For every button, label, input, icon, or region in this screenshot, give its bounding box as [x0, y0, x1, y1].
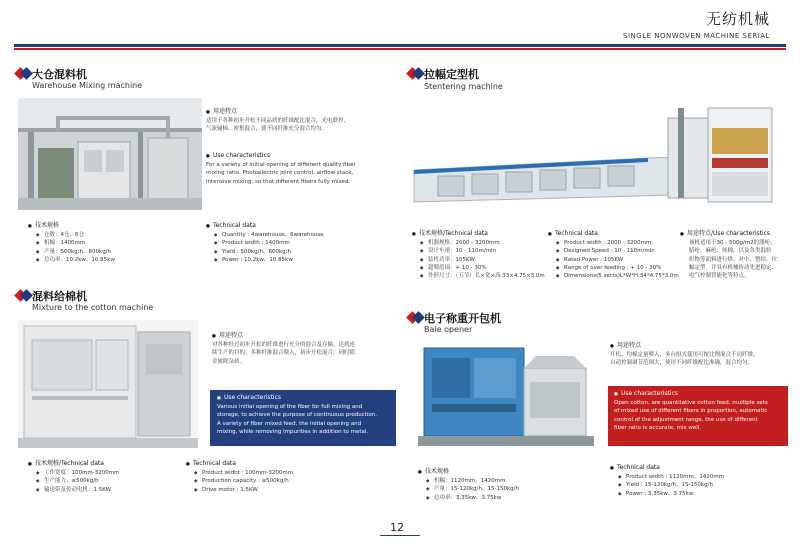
mixing-purpose-cn-heading: ● 用途特点 — [212, 332, 402, 341]
bale-spec-cn — [418, 468, 588, 502]
warehouse-title-en: Warehouse Mixing machine — [32, 81, 143, 90]
warehouse-spec-en-heading: ● Technical data — [206, 222, 396, 231]
stenter-spec-cn-item: ◆ 装机功率：105KW — [420, 256, 552, 264]
warehouse-spec-cn-item: ◆ 机幅：1400mm — [36, 239, 198, 247]
mixing-purpose-cn-line: 续生产的目的。多种纤维混合喂入，初步开松混合，同时除 — [212, 350, 356, 357]
warehouse-purpose-en-line: For a variety of initial opening of different quality fiber — [206, 162, 356, 169]
warehouse-spec-cn — [28, 222, 198, 264]
bale-title-cn: 电子称重开包机 — [424, 312, 501, 325]
bale-purpose-en-line: of mixed use of different fibers in proportion, automatic — [614, 408, 768, 415]
mixing-machine-photo — [18, 320, 198, 448]
bale-purpose-cn-heading: ● 用途特点 — [610, 342, 790, 351]
stenter-use-line: 腈纶、麻纶、纯棉、以及各类混纺 — [689, 248, 772, 255]
warehouse-purpose-en-line: intensive mixing, so that different fibers fully mixed. — [206, 178, 351, 185]
bale-purpose-en-line: fiber ratio is accurate, mix well. — [614, 424, 702, 431]
bale-purpose-cn-line: 自动控制调节范围大，使用不同纤维配比准确，混合均匀。 — [610, 360, 754, 367]
mixing-spec-cn-heading: ● 技术规格/Technical data — [28, 460, 198, 469]
bale-purpose-cn-line: 开松、均棉定量喂入，多台组式使用可按比例混合不同纤维， — [610, 352, 759, 359]
mixing-spec-en-item: ◆ Product widht : 100mm-3200mm — [194, 469, 376, 477]
section-marker-icon — [16, 68, 30, 78]
stenter-spec-en-item: ◆ Dimensions(5 sects)L*W*H 34*4.75*3.0m — [556, 272, 676, 280]
stenter-spec-en-heading: ● Technical data — [548, 230, 676, 239]
bale-purpose-en-heading: ● Use characteristics — [614, 390, 788, 399]
bale-spec-en-item: ◆ Yield : 15-120kg/h、15-150kg/h — [618, 481, 790, 489]
stenter-spec-en-item: ◆ Range of over feeding : + 10 - 30% — [556, 264, 676, 272]
stenter-machine-photo — [408, 98, 780, 218]
mixing-purpose-en-line: storage, to achieve the purpose of continuous production. — [217, 412, 378, 419]
mixing-purpose-en-line: mixing, while removing impurities in addition to metal. — [217, 428, 369, 435]
warehouse-purpose-cn-line: 适用于各种初步开松不同品质的纤维配比混合，光电联控、 — [206, 118, 350, 125]
mixing-spec-en — [186, 460, 376, 494]
warehouse-spec-en-item: ◆ Product width : 1400mm — [214, 239, 396, 247]
warehouse-purpose-en-heading: ● Use characteristics — [206, 152, 396, 161]
warehouse-machine-photo — [18, 98, 202, 210]
stenter-use-line: 幅定型。并具有机械传动先进稳定、 — [689, 264, 778, 271]
warehouse-spec-cn-heading: ● 技术规格 — [28, 222, 198, 231]
mixing-spec-cn — [28, 460, 198, 494]
mixing-spec-en-heading: ● Technical data — [186, 460, 376, 469]
mixing-purpose-en-box — [210, 390, 396, 446]
stenter-spec-cn-item: ◆ 机器规格：2000 - 3200mm — [420, 239, 552, 247]
bale-spec-en — [610, 464, 790, 498]
mixing-spec-cn-item: ◆ 输送带及传动电机：1.5KW — [36, 486, 198, 494]
stenter-spec-en-item: ◆ Rated Power : 105KW — [556, 256, 676, 264]
mixing-purpose-en-line: Various initial opening of the fiber for full mixing and — [217, 404, 363, 411]
warehouse-purpose-en-line: mixing ratio. Photoelectric joint control, airflow stack, — [206, 170, 354, 177]
bale-spec-cn-item: ◆ 机幅：1120mm、1420mm — [426, 477, 588, 485]
warehouse-purpose-en — [206, 152, 396, 186]
mixing-title-en: Mixture to the cotton machine — [32, 303, 154, 312]
stenter-spec-en-item: ◆ Product width : 2000 - 3200mm — [556, 239, 676, 247]
warehouse-purpose-cn-line: 气流输棉、密集混合，使不同纤维充分混合均匀。 — [206, 126, 328, 133]
bale-purpose-en-line: Open cotton, are quantitative cotton feed, multiple sets — [614, 400, 768, 407]
mixing-purpose-en-heading: ● Use characteristics — [217, 394, 396, 403]
stenter-use-line: 该机适用于30 - 500g/m2的涤纶、 — [689, 240, 776, 247]
stenter-spec-cn-item: ◆ 超喂范围：+ 10 - 30% — [420, 264, 552, 272]
stenter-title-cn: 拉幅定型机 — [424, 68, 479, 81]
stenter-spec-en-item: ◆ Designed Speed : 10 - 110m/min — [556, 247, 676, 255]
warehouse-title-cn: 大仓混料机 — [32, 68, 87, 81]
page-number-underline — [380, 535, 420, 536]
warehouse-purpose-cn-heading: ● 用途特点 — [206, 108, 396, 117]
bale-spec-cn-item: ◆ 总功率：3.35kw、3.75kw — [426, 494, 588, 502]
bale-purpose-en-box — [608, 386, 788, 446]
stenter-spec-cn-item: ◆ 外形尺寸：（五节）长×宽×高 33×4.75×3.0m — [420, 272, 552, 280]
header-divider-red — [14, 48, 786, 50]
bale-opener-photo — [414, 338, 602, 458]
warehouse-spec-cn-item: ◆ 产量：500kg/h、600kg/h — [36, 248, 198, 256]
page-header-subtitle: SINGLE NONWOVEN MACHINE SERIAL — [623, 32, 770, 40]
mixing-spec-cn-item: ◆ 生产能力：≤500kg/h — [36, 477, 198, 485]
stenter-spec-cn — [412, 230, 552, 280]
warehouse-spec-en — [206, 222, 396, 264]
stenter-use-heading: ● 用途特点/Use characteristics — [680, 230, 790, 239]
stenter-spec-cn-item: ◆ 设计车速：10 - 110m/min — [420, 247, 552, 255]
warehouse-spec-cn-item: ◆ 总功率：10.2kw、10.85kw — [36, 256, 198, 264]
page-header-title: 无纺机械 — [705, 10, 770, 28]
header-divider-blue — [14, 44, 786, 47]
warehouse-spec-en-item: ◆ Power : 10.2kw、10.85kw — [214, 256, 396, 264]
mixing-purpose-cn-line: 对各种经过初步开松的纤维进行充分的混合及存储，达到连 — [212, 342, 356, 349]
warehouse-purpose-cn — [206, 108, 396, 134]
mixing-title-cn: 混料给棉机 — [32, 290, 87, 303]
page-number: 12 — [390, 521, 404, 534]
bale-purpose-cn — [610, 342, 790, 368]
stenter-title-en: Stentering machine — [424, 82, 503, 91]
bale-spec-en-item: ◆ Power : 3.35kw、3.75kw — [618, 490, 790, 498]
stenter-spec-en — [548, 230, 679, 280]
mixing-purpose-en-line: A variety of fiber mixed feed, the initial opening and — [217, 420, 362, 427]
section-marker-icon — [16, 290, 30, 300]
bale-spec-cn-heading: ● 技术规格 — [418, 468, 588, 477]
warehouse-spec-cn-item: ◆ 仓数：4仓、6仓 — [36, 231, 198, 239]
mixing-spec-en-item: ◆ Drive motor : 1.5KW — [194, 486, 376, 494]
stenter-use-line: 电气控制智能化等特点。 — [689, 273, 750, 280]
warehouse-spec-en-item: ◆ Yield : 500kg/h、600kg/h — [214, 248, 396, 256]
bale-title-en: Bale opener — [424, 325, 473, 334]
stenter-use-line: 织物等面料进行烘、对中、整纬、拉 — [689, 256, 778, 263]
mixing-spec-cn-item: ◆ 工作宽度：100mm-3200mm — [36, 469, 198, 477]
bale-purpose-en-line: control of the adjustment range, the use of different — [614, 416, 758, 423]
mixing-spec-en-item: ◆ Production capacity : ≤500kg/h — [194, 477, 376, 485]
mixing-purpose-cn-line: 金属除杂质。 — [212, 358, 246, 365]
bale-spec-cn-item: ◆ 产量：15-120kg/h、15-150kg/h — [426, 485, 588, 493]
bale-spec-en-heading: ● Technical data — [610, 464, 790, 473]
section-marker-icon — [408, 312, 422, 322]
stenter-use — [680, 230, 790, 280]
section-marker-icon — [408, 68, 422, 78]
mixing-purpose-cn — [212, 332, 402, 366]
stenter-spec-cn-heading: ● 技术规格/Technical data — [412, 230, 552, 239]
warehouse-spec-en-item: ◆ Quantity : 4warehouse、6warehouse — [214, 231, 396, 239]
bale-spec-en-item: ◆ Product width : 1120mm、1420mm — [618, 473, 790, 481]
